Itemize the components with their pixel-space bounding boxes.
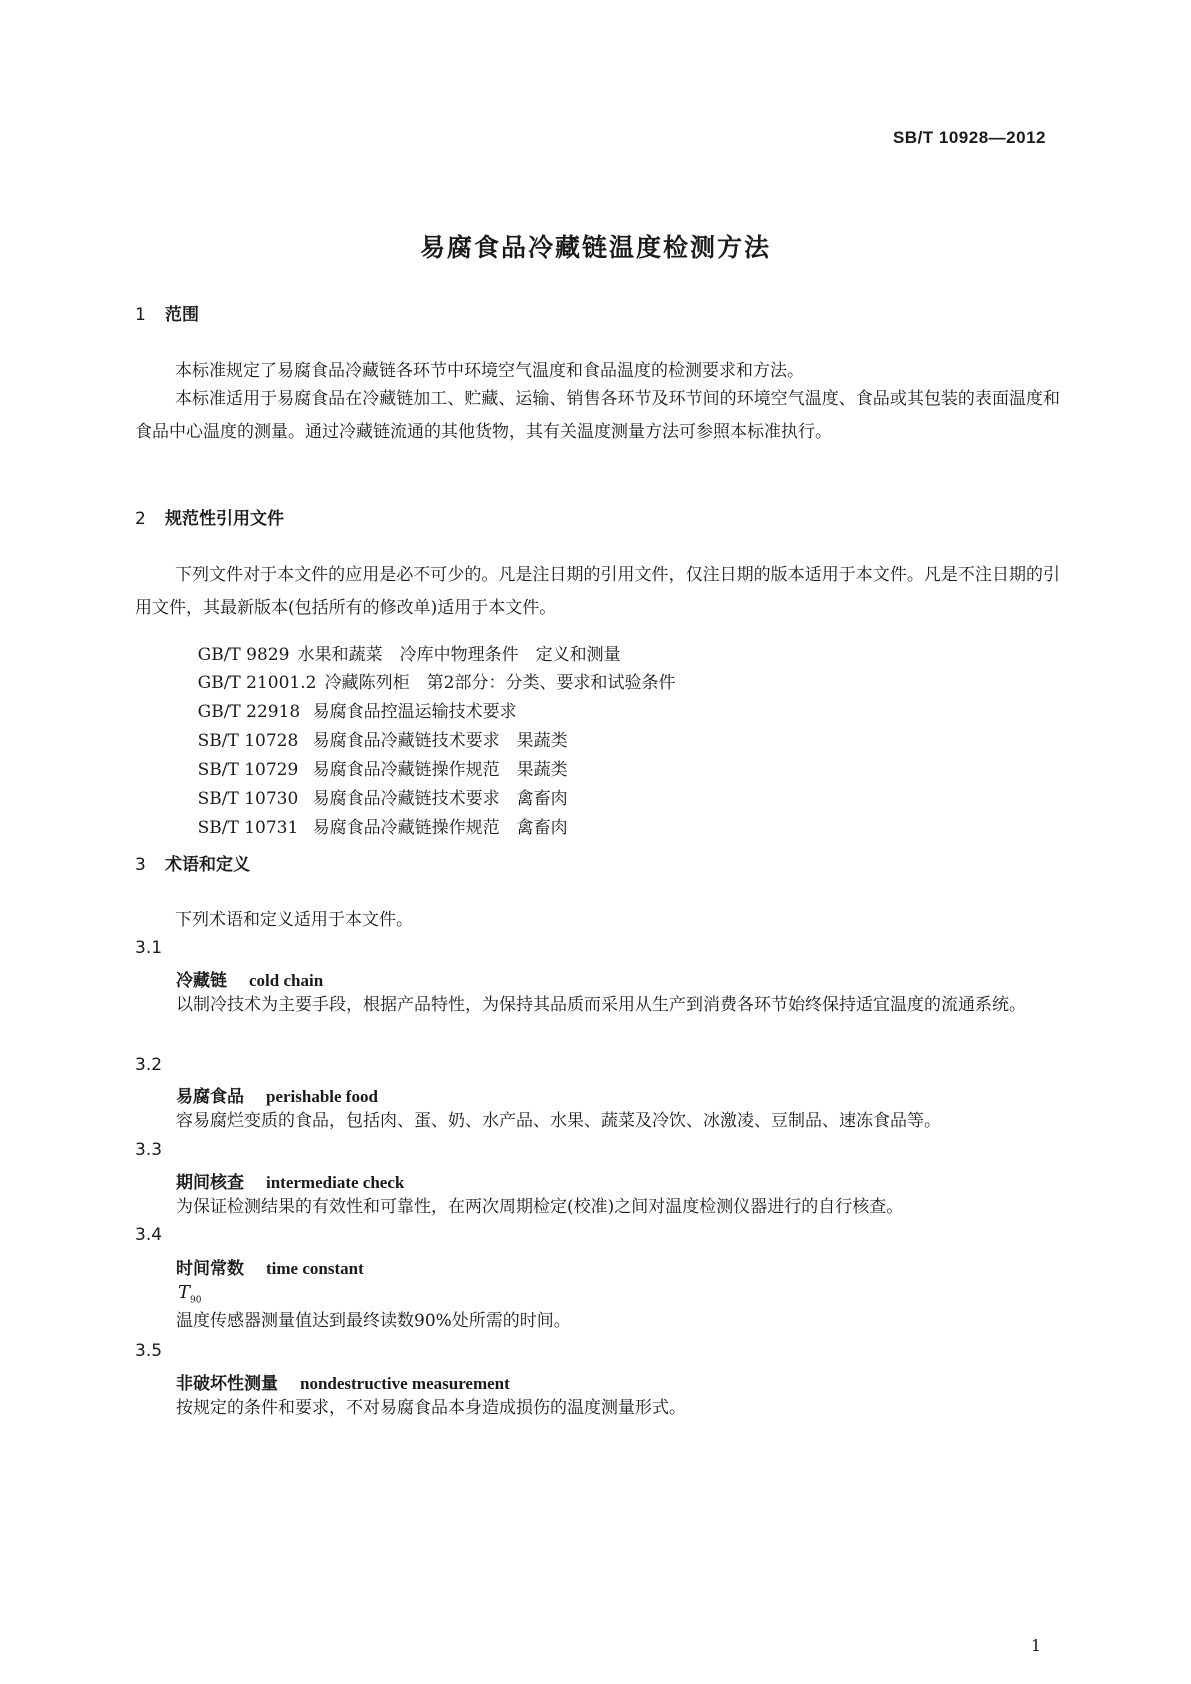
- term-zh: 冷藏链: [176, 971, 227, 991]
- reference-item: [176, 793, 568, 858]
- term-number: 3.2: [135, 1055, 163, 1075]
- symbol-letter: T: [178, 1282, 191, 1303]
- reference-name: 易腐食品控温运输技术要求: [312, 702, 517, 722]
- reference-name: 水果和蔬菜 冷库中物理条件 定义和测量: [297, 645, 621, 665]
- term-symbol: [178, 1282, 201, 1306]
- reference-name: 冷藏陈列柜 第2部分：分类、要求和试验条件: [324, 673, 676, 693]
- term-definition: 容易腐烂变质的食品，包括肉、蛋、奶、水产品、水果、蔬菜及冷饮、冰激凌、豆制品、速冻食品等。: [176, 1111, 941, 1131]
- section-number: 2: [135, 509, 146, 529]
- page-number: 1: [1030, 1636, 1041, 1655]
- terms-intro: 下列术语和定义适用于本文件。: [175, 910, 413, 930]
- term-heading: [176, 1082, 378, 1107]
- reference-name: 易腐食品冷藏链操作规范 果蔬类: [312, 760, 568, 780]
- reference-code: SB/T 10730: [197, 789, 299, 809]
- section-heading-scope: [135, 300, 199, 325]
- scope-paragraph-1: 本标准规定了易腐食品冷藏链各环节中环境空气温度和食品温度的检测要求和方法。: [175, 361, 804, 381]
- reference-name: 易腐食品冷藏链操作规范 禽畜肉: [312, 818, 568, 838]
- term-en: intermediate check: [266, 1173, 405, 1192]
- term-zh: 期间核查: [176, 1173, 244, 1193]
- term-en: nondestructive measurement: [300, 1374, 510, 1393]
- symbol-subscript: 90: [190, 1295, 202, 1306]
- reference-code: GB/T 9829: [197, 645, 290, 665]
- section-number: 3: [135, 855, 146, 875]
- reference-name: 易腐食品冷藏链技术要求 禽畜肉: [312, 789, 568, 809]
- reference-code: GB/T 21001.2: [197, 673, 317, 693]
- section-number: 1: [135, 305, 146, 325]
- term-heading: [176, 1254, 364, 1279]
- reference-code: SB/T 10728: [197, 731, 299, 751]
- term-en: perishable food: [266, 1087, 378, 1106]
- reference-name: 易腐食品冷藏链技术要求 果蔬类: [312, 731, 568, 751]
- term-heading: [176, 1168, 404, 1193]
- scope-paragraph-2: 本标准适用于易腐食品在冷藏链加工、贮藏、运输、销售各环节及环节间的环境空气温度、食品或其包装的表面温度和食品中心温度的测量。通过冷藏链流通的其他货物，其有关温度测量方法可参照本标准执行。: [135, 389, 1060, 442]
- term-number: 3.5: [135, 1341, 163, 1361]
- section-title: 术语和定义: [165, 855, 250, 875]
- term-number: 3.1: [135, 938, 163, 958]
- term-definition: 温度传感器测量值达到最终读数90%处所需的时间。: [176, 1311, 571, 1331]
- section-heading-terms: [135, 850, 250, 875]
- term-heading: [176, 966, 323, 991]
- term-zh: 非破坏性测量: [176, 1374, 278, 1394]
- section-title: 范围: [165, 305, 199, 325]
- term-definition: 以制冷技术为主要手段，根据产品特性，为保持其品质而采用从生产到消费各环节始终保持适宜温度的流通系统。: [176, 995, 1026, 1015]
- references-intro: 下列文件对于本文件的应用是必不可少的。凡是注日期的引用文件，仅注日期的版本适用于本文件。凡是不注日期的引用文件，其最新版本(包括所有的修改单)适用于本文件。: [135, 565, 1060, 618]
- term-zh: 易腐食品: [176, 1087, 244, 1107]
- term-definition: 为保证检测结果的有效性和可靠性，在两次周期检定(校准)之间对温度检测仪器进行的自行核查。: [176, 1197, 904, 1217]
- standard-code: SB/T 10928—2012: [892, 128, 1046, 147]
- term-number: 3.4: [135, 1225, 163, 1245]
- term-en: time constant: [266, 1259, 364, 1278]
- term-en: cold chain: [249, 971, 324, 990]
- reference-code: GB/T 22918: [197, 702, 301, 722]
- document-title: 易腐食品冷藏链温度检测方法: [419, 233, 771, 262]
- section-title: 规范性引用文件: [165, 509, 284, 529]
- term-definition: 按规定的条件和要求，不对易腐食品本身造成损伤的温度测量形式。: [176, 1398, 686, 1418]
- section-heading-normative-references: [135, 504, 284, 529]
- reference-code: SB/T 10731: [197, 818, 299, 838]
- reference-code: SB/T 10729: [197, 760, 299, 780]
- term-number: 3.3: [135, 1140, 163, 1160]
- term-heading: [176, 1369, 510, 1394]
- term-zh: 时间常数: [176, 1259, 244, 1279]
